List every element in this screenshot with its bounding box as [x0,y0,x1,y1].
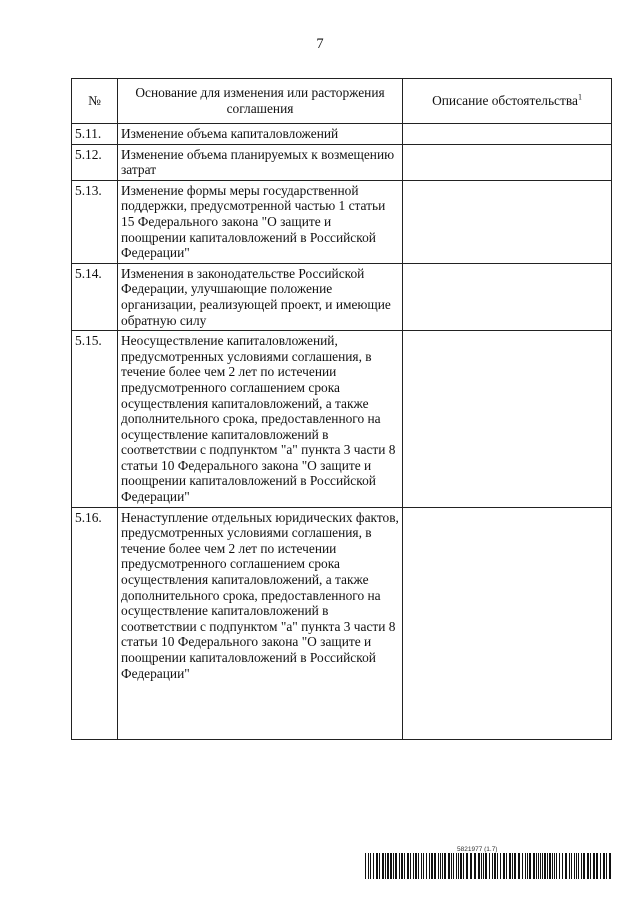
row-number: 5.13. [72,180,118,263]
table-row [72,331,612,508]
row-basis: Изменения в законодательстве Российской Федерации, улучшающие положение организации, реализующей проект, и имеющие обратную силу [118,263,403,330]
row-description [403,331,612,508]
barcode-caption: 5821977 (1.7) [457,846,498,853]
header-number: № [72,79,118,124]
row-number: 5.14. [72,263,118,330]
row-basis: Неосуществление капиталовложений, предусмотренных условиями соглашения, в течение более чем 2 лет по истечении предусмотренного соглашением срока осуществления капиталовложений, а также дополнительного срока, предоставленного на осуществление капиталовложений в соответствии с подпунктом "а" пункта 3 части 8 статьи 10 Федерального закона "О защите и поощрении капиталовложений в Российской Федерации" [118,331,403,508]
grounds-table [71,78,612,740]
row-description [403,144,612,180]
header-description [403,79,612,124]
table-row [72,263,612,330]
header-description-label: Описание обстоятельства [432,93,578,109]
row-description [403,180,612,263]
table-header-row [72,79,612,124]
row-description [403,263,612,330]
row-number: 5.15. [72,331,118,508]
table-row [72,507,612,739]
table-row [72,144,612,180]
table-row [72,180,612,263]
row-description [403,124,612,145]
row-basis: Изменение объема планируемых к возмещению затрат [118,144,403,180]
footnote-marker: 1 [577,92,582,102]
row-basis: Изменение объема капиталовложений [118,124,403,145]
row-basis: Ненаступление отдельных юридических фактов, предусмотренных условиями соглашения, в течение более чем 2 лет по истечении предусмотренного соглашением срока осуществления капиталовложений, а также дополнительного срока, предоставленного на осуществление капиталовложений в соответствии с подпунктом "а" пункта 3 части 8 статьи 10 Федерального закона "О защите и поощрении капиталовложений в Российской Федерации" [118,507,403,739]
table-row [72,124,612,145]
row-number: 5.12. [72,144,118,180]
barcode-image [365,853,615,879]
page-number: 7 [316,36,324,52]
row-number: 5.16. [72,507,118,739]
row-description [403,507,612,739]
header-basis: Основание для изменения или расторжения соглашения [118,79,403,124]
row-number: 5.11. [72,124,118,145]
row-basis: Изменение формы меры государственной поддержки, предусмотренной частью 1 статьи 15 Федерального закона "О защите и поощрении капиталовложений в Российской Федерации" [118,180,403,263]
